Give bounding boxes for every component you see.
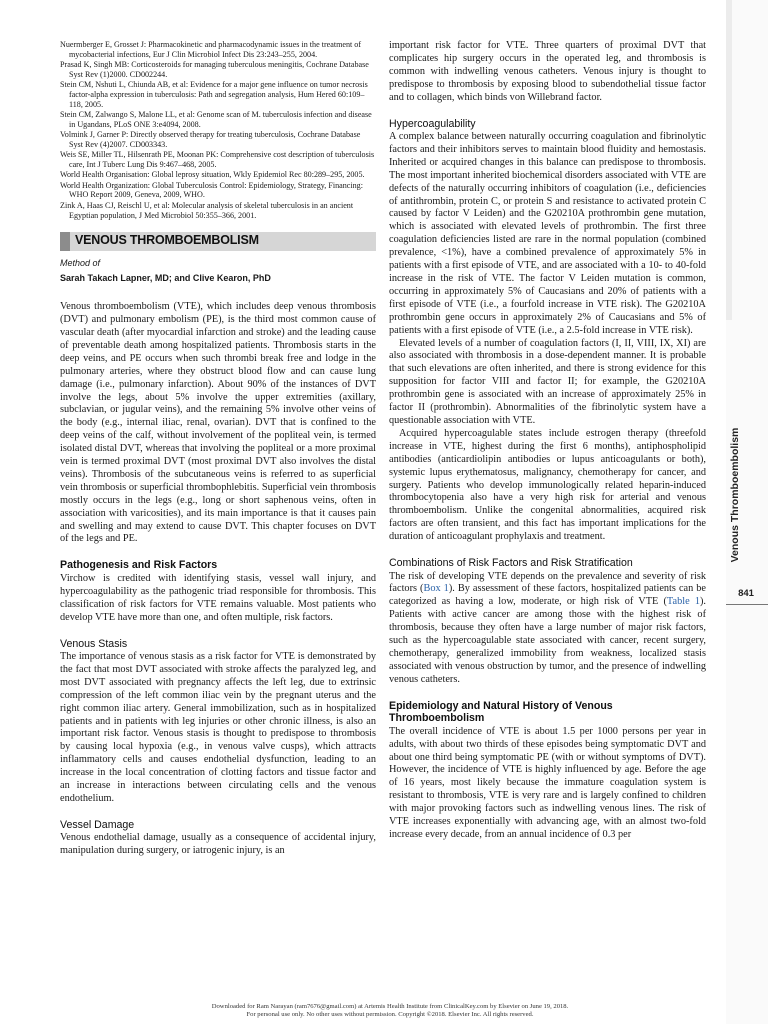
author-line: Sarah Takach Lapner, MD; and Clive Kearon, PhD (60, 273, 271, 284)
heading-epidemiology: Epidemiology and Natural History of Venous Thromboembolism (389, 699, 613, 725)
intro-paragraph: Venous thromboembolism (VTE), which includes deep venous thrombosis (DVT) and pulmonary embolism (PE), is the third most common cause of vascular death (after myocardial infarction and stroke) and the leading cause of preventable death among hospitalized patients. Thrombosis starts in the deep veins, and PE occurs when such thrombi break free and lodge in the pulmonary arteries, where they obstruct blood flow and can cause lung damage (i.e., pulmonary infarction). About 90% of the instances of DVT involve the legs, about 5% involve the upper extremities (axillary, subclavian, or jugular veins), and the remaining 5% involve other veins of the body (e.g., internal iliac, renal, ovarian). DVT that is confined to the deep veins of the calf, without involvement of the popliteal vein, is termed isolated distal DVT, whereas that involving the popliteal or a more proximal vein is termed proximal DVT (most proximal DVT also involves the distal veins). Thrombosis of the subcutaneous veins is referred to as superficial vein thrombosis or superficial thrombophlebitis. Superficial vein thrombosis mostly occurs in the legs (e.g., long or short saphenous veins, often in association with varicosities), and its main importance is that it causes pain and swelling and may extend to cause DVT. This chapter focuses on DVT of the legs and PE. (60, 301, 376, 545)
page-number: 841 (738, 588, 754, 599)
heading-hypercoagulability: Hypercoagulability (389, 117, 476, 130)
reference-item: Prasad K, Singh MB: Corticosteroids for managing tuberculous meningitis, Cochrane Database Syst Rev (1)2000. CD002244. (60, 60, 369, 79)
reference-item: World Health Organisation: Global leprosy situation, Wkly Epidemiol Rec 80:289–295, 2005. (60, 170, 365, 180)
reference-item: Zink A, Haas CJ, Reischl U, et al: Molecular analysis of skeletal tuberculosis in an ancient Egyptian population, J Med Microbiol 50:355–366, 2001. (60, 200, 354, 220)
hypercoag-paragraph-1: A complex balance between naturally occurring coagulation and fibrinolytic factors and their inhibitors serves to maintain blood fluidity and hemostasis. Inherited or acquired changes in this balance can predispose to thrombosis. The most important inherited biochemical disorders associated with VTE are defects of the naturally occurring inhibitors of coagulation (i.e., deficiencies of antithrombin, protein C, or protein S and resistance to activated protein C caused by factor V Leiden) and the G20210A prothrombin gene mutation, which is associated with elevated levels of prothrombin. The first three coagulation deficiencies listed are rare in the normal population (combined prevalence, <1%), have a combined prevalence of approximately 5% in patients with a first episode of VTE, and are associated with a 10- to 40-fold increase in the risk of VTE. The factor V Leiden mutation is common, occurring in approximately 5% of Caucasians and 20% of patients with a first episode of VTE (i.e., a fourfold increase in VTE risk). The G20210A prothrombin gene occurs in approximately 2% of Caucasians and 5% of patients with a first episode of VTE (i.e., a 2.5-fold increase in VTE risk). (389, 131, 706, 336)
left-column (60, 40, 376, 858)
reference-item: Volmink J, Garner P: Directly observed therapy for treating tuberculosis, Cochrane Database Syst Rev (4)2007. CD003343. (60, 130, 361, 149)
box-1-link[interactable]: Box 1 (423, 583, 449, 595)
pathogenesis-paragraph: Virchow is credited with identifying stasis, vessel wall injury, and hypercoagulability as the pathogenic triad responsible for thrombosis. This classification of risk factors for VTE remains valuable. Most patients who develop VTE have more than one, and often multiple, risk factors. (60, 572, 376, 623)
vessel-damage-continued: important risk factor for VTE. Three quarters of proximal DVT that complicates hip surgery occurs in the operated leg, and thrombosis is common with indwelling venous catheters. Venous injury is thought to predispose to thrombosis by exposing blood to subendothelial tissue factor and to collagen, which binds von Willebrand factor. (389, 40, 706, 103)
section-title-marker (60, 232, 70, 251)
heading-vessel-damage: Vessel Damage (60, 818, 135, 831)
hypercoag-paragraph-2: Elevated levels of a number of coagulation factors (I, II, VIII, IX, XI) are also associated with thrombosis in a dose-dependent manner. It is probable that such elevations are often inherited, and there is strong evidence for this supposition for factor VIII and factor II; for example, the G20210A prothrombin gene is associated with an increase of approximately 25% in factor II (prothrombin). Abnormalities of the fibrinolytic system have a questionable association with VTE. (389, 337, 706, 426)
heading-pathogenesis: Pathogenesis and Risk Factors (60, 559, 218, 572)
reference-item: Stein CM, Zalwango S, Malone LL, et al: Genome scan of M. tuberculosis infection and disease in Ugandans, PLoS ONE 3:e4094, 2008. (60, 110, 372, 129)
epidemiology-paragraph: The overall incidence of VTE is about 1.5 per 1000 persons per year in adults, with about two thirds of these episodes being symptomatic DVT and about one third being symptomatic PE (with or without symptoms of DVT). However, the incidence of VTE is highly influenced by age. Before the age of 16 years, most likely because the immature coagulation system is resistant to thrombosis, VTE is very rare and is largely confined to children with major provoking factors such as indwelling venous lines. The risk of VTE increases exponentially with advancing age, with an almost two-fold increase every decade, from an annual incidence of 0.3 per (389, 725, 706, 840)
combinations-text-b: ). By assessment of these factors, hospitalized patients can be categorized as having a low, moderate, or high risk of VTE ( (389, 583, 706, 608)
footer-download-notice: Downloaded for Ram Narayan (ram7676@gmail.com) at Artemis Health Institute from ClinicalKey.com by Elsevier on June 19, 2018. (211, 1003, 569, 1010)
reference-item: World Health Organization: Global Tuberculosis Control: Epidemiology, Strategy, Financing: WHO Report 2009, Geneva, 2009, WHO. (60, 180, 363, 200)
sidebar-strip (726, 0, 732, 320)
combinations-paragraph (389, 571, 706, 687)
footer-copyright: For personal use only. No other uses without permission. Copyright ©2018. Elsevier Inc. All rights reserved. (246, 1011, 534, 1018)
stasis-paragraph: The importance of venous stasis as a risk factor for VTE is demonstrated by the fact that most DVT associated with stroke affects the paralyzed leg, and most DVT associated with pregnancy affects the left leg, due to extrinsic compression of the left common iliac vein by the pregnant uterus and the right common iliac artery. General immobilization, such as in hospitalized patients and in patients with leg injuries or other chronic illness, is also an important risk factor. Venous stasis is thought to predispose to thrombosis by causing local hypoxia (e.g., in venous valve cusps), which attracts inflammatory cells and causes endothelial dysfunction, leading to an increase in the local concentration of clotting factors and tissue factor and an increase in interactions between circulating cells and the venous endothelium. (60, 651, 376, 804)
reference-item: Nuermberger E, Grosset J: Pharmacokinetic and pharmacodynamic issues in the treatment of mycobacterial infections, Eur J Clin Microbiol Infect Dis 23:243–255, 2004. (60, 40, 362, 59)
combinations-text-c: ). Patients with active cancer are among those with the highest risk of thrombosis, because they often have a large number of major risk factors, such as the hypercoagulable state associated with cancer, recent surgery, chemotherapy, generalized immobility from weakness, localized stasis associated with venous obstruction by tumor, and the presence of indwelling venous catheters. (389, 596, 706, 685)
right-column (389, 40, 706, 842)
hypercoag-paragraph-3: Acquired hypercoagulable states include estrogen therapy (threefold increase in VTE, highest during the first 6 months), antiphospholipid antibodies (anticardiolipin antibodies or lupus anticoagulants or both), systemic lupus erythematosus, malignancy, chemotherapy for cancer, and surgery. Patients who develop immunologically related heparin-induced thrombocytopenia also have a very high risk for arterial and venous thromboembolism. Unlike the congenital abnormalities, acquired risk factors are often transient, and this fact has important implications for the duration of anticoagulant prophylaxis and treatment. (389, 427, 706, 543)
method-label: Method of (60, 258, 101, 269)
table-1-link[interactable]: Table 1 (666, 596, 700, 608)
vessel-damage-paragraph: Venous endothelial damage, usually as a consequence of accidental injury, manipulation during surgery, or iatrogenic injury, is an (60, 832, 376, 857)
page-number-rule (726, 604, 768, 605)
combinations-text-a: The risk of developing VTE depends on the prevalence and severity of risk factors ( (389, 570, 706, 595)
section-title: VENOUS THROMBOEMBOLISM (75, 233, 259, 248)
running-head: Venous Thromboembolism (729, 427, 741, 563)
reference-list (60, 40, 376, 220)
heading-combinations: Combinations of Risk Factors and Risk Stratification (389, 557, 633, 570)
section-title-band (60, 232, 376, 251)
reference-item: Weis SE, Miller TL, Hilsenrath PE, Moonan PK: Comprehensive cost description of tuberculosis care, Int J Tuberc Lung Dis 9:467–468, 2005. (60, 150, 375, 170)
heading-venous-stasis: Venous Stasis (60, 637, 128, 650)
reference-item: Stein CM, Nshuti L, Chiunda AB, et al: Evidence for a major gene influence on tumor necrosis factor-alpha expression in tuberculosis: Path and segregation analysis, Hum Hered 60:109–118, 2005. (60, 80, 368, 109)
